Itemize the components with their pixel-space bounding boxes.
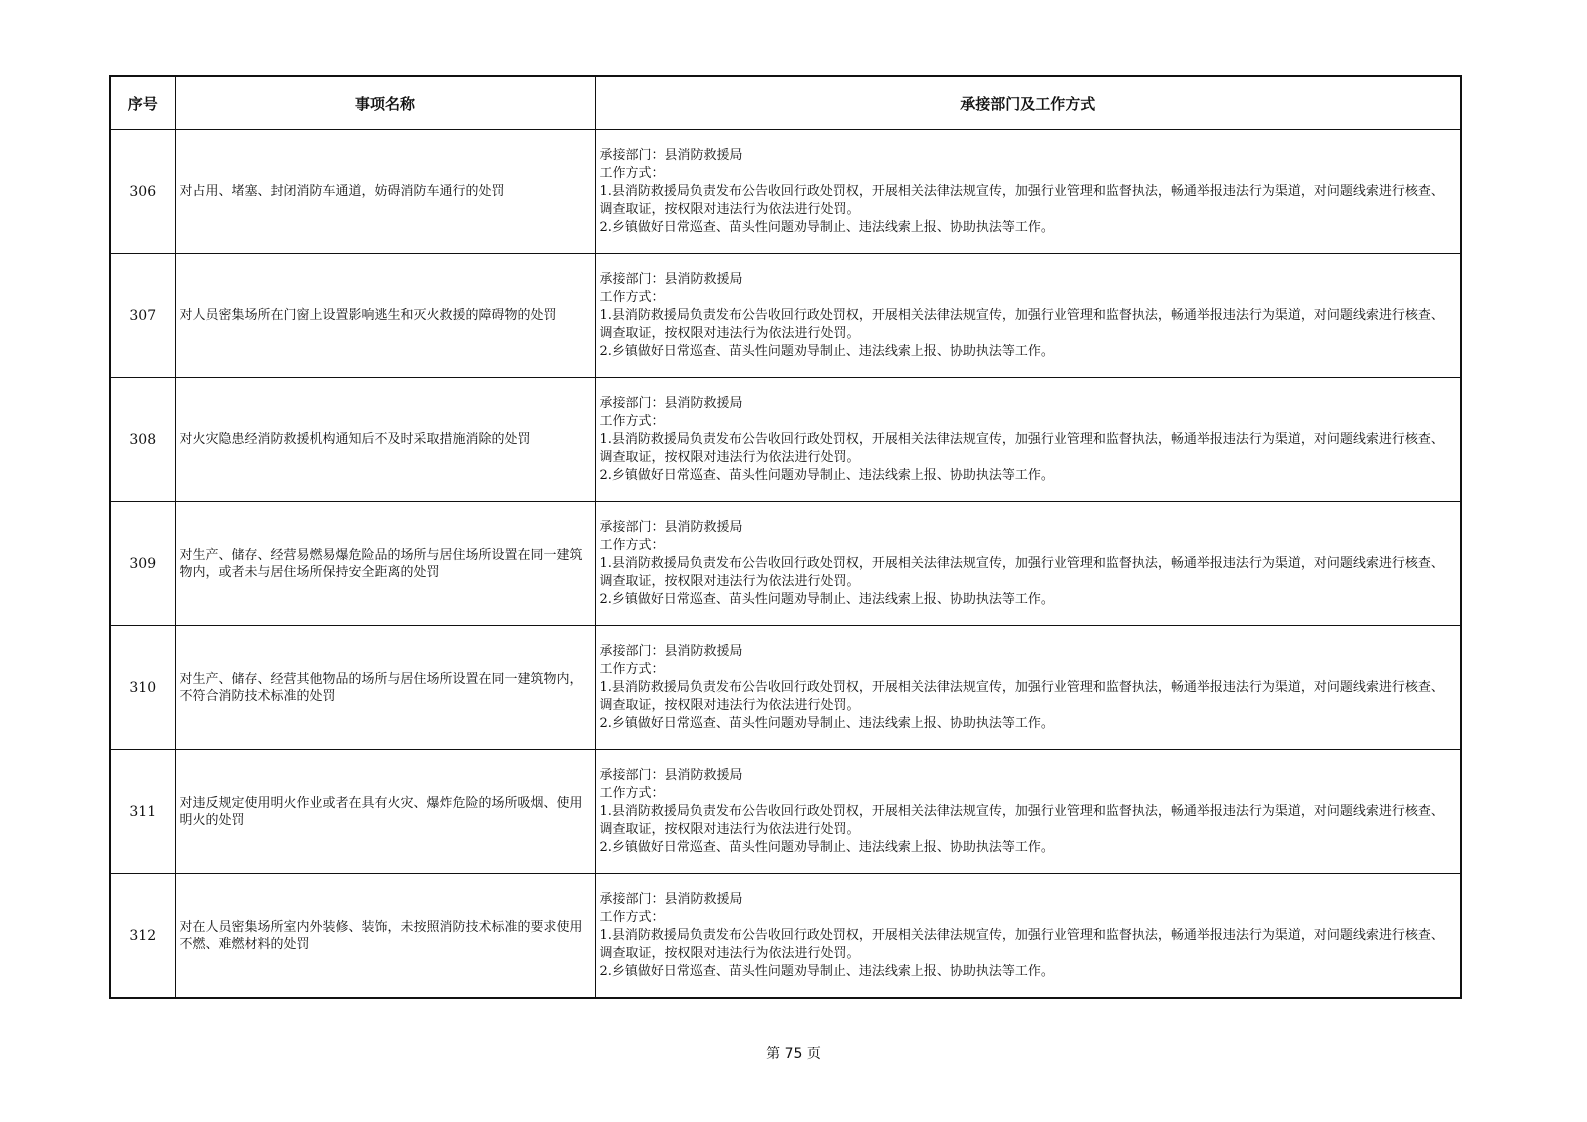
row-dept-method [595, 378, 1461, 502]
row-seq: 307 [110, 254, 175, 378]
method-step-1: 1.县消防救援局负责发布公告收回行政处罚权，开展相关法律法规宣传，加强行业管理和监督执法，畅通举报违法行为渠道，对问题线索进行核查、调查取证，按权限对违法行为依法进行处罚。 [599, 803, 1444, 837]
row-item-name: 对生产、储存、经营其他物品的场所与居住场所设置在同一建筑物内，不符合消防技术标准的处罚 [175, 626, 595, 750]
method-label: 工作方式： [599, 785, 665, 801]
items-table [109, 75, 1462, 999]
method-step-1: 1.县消防救援局负责发布公告收回行政处罚权，开展相关法律法规宣传，加强行业管理和监督执法，畅通举报违法行为渠道，对问题线索进行核查、调查取证，按权限对违法行为依法进行处罚。 [599, 431, 1444, 465]
method-step-2: 2.乡镇做好日常巡查、苗头性问题劝导制止、违法线索上报、协助执法等工作。 [599, 591, 1054, 607]
row-dept-method [595, 254, 1461, 378]
row-dept-method [595, 750, 1461, 874]
method-step-1: 1.县消防救援局负责发布公告收回行政处罚权，开展相关法律法规宣传，加强行业管理和监督执法，畅通举报违法行为渠道，对问题线索进行核查、调查取证，按权限对违法行为依法进行处罚。 [599, 183, 1444, 217]
table-row [110, 502, 1461, 626]
table-row [110, 750, 1461, 874]
row-item-name: 对违反规定使用明火作业或者在具有火灾、爆炸危险的场所吸烟、使用明火的处罚 [175, 750, 595, 874]
dept-line: 承接部门：县消防救援局 [599, 519, 743, 535]
row-dept-method [595, 130, 1461, 254]
row-item-name: 对占用、堵塞、封闭消防车通道，妨碍消防车通行的处罚 [175, 130, 595, 254]
header-seq: 序号 [110, 76, 175, 130]
method-label: 工作方式： [599, 909, 665, 925]
header-dept: 承接部门及工作方式 [595, 76, 1461, 130]
method-step-2: 2.乡镇做好日常巡查、苗头性问题劝导制止、违法线索上报、协助执法等工作。 [599, 963, 1054, 979]
header-row [110, 76, 1461, 130]
row-seq: 311 [110, 750, 175, 874]
row-item-name: 对人员密集场所在门窗上设置影响逃生和灭火救援的障碍物的处罚 [175, 254, 595, 378]
method-step-1: 1.县消防救援局负责发布公告收回行政处罚权，开展相关法律法规宣传，加强行业管理和监督执法，畅通举报违法行为渠道，对问题线索进行核查、调查取证，按权限对违法行为依法进行处罚。 [599, 555, 1444, 589]
dept-line: 承接部门：县消防救援局 [599, 395, 743, 411]
dept-line: 承接部门：县消防救援局 [599, 767, 743, 783]
method-label: 工作方式： [599, 289, 665, 305]
row-item-name: 对在人员密集场所室内外装修、装饰，未按照消防技术标准的要求使用不燃、难燃材料的处罚 [175, 874, 595, 999]
table-row [110, 626, 1461, 750]
table-row [110, 254, 1461, 378]
row-seq: 310 [110, 626, 175, 750]
row-dept-method [595, 874, 1461, 999]
row-seq: 309 [110, 502, 175, 626]
row-dept-method [595, 626, 1461, 750]
method-step-1: 1.县消防救援局负责发布公告收回行政处罚权，开展相关法律法规宣传，加强行业管理和监督执法，畅通举报违法行为渠道，对问题线索进行核查、调查取证，按权限对违法行为依法进行处罚。 [599, 679, 1444, 713]
method-step-2: 2.乡镇做好日常巡查、苗头性问题劝导制止、违法线索上报、协助执法等工作。 [599, 219, 1054, 235]
page-number: 第 75 页 [766, 1046, 821, 1062]
method-step-1: 1.县消防救援局负责发布公告收回行政处罚权，开展相关法律法规宣传，加强行业管理和监督执法，畅通举报违法行为渠道，对问题线索进行核查、调查取证，按权限对违法行为依法进行处罚。 [599, 307, 1444, 341]
row-seq: 308 [110, 378, 175, 502]
row-item-name: 对生产、储存、经营易燃易爆危险品的场所与居住场所设置在同一建筑物内，或者未与居住场所保持安全距离的处罚 [175, 502, 595, 626]
method-step-2: 2.乡镇做好日常巡查、苗头性问题劝导制止、违法线索上报、协助执法等工作。 [599, 343, 1054, 359]
method-step-2: 2.乡镇做好日常巡查、苗头性问题劝导制止、违法线索上报、协助执法等工作。 [599, 715, 1054, 731]
table-row [110, 874, 1461, 999]
table-row [110, 378, 1461, 502]
row-seq: 312 [110, 874, 175, 999]
method-step-2: 2.乡镇做好日常巡查、苗头性问题劝导制止、违法线索上报、协助执法等工作。 [599, 467, 1054, 483]
table-row [110, 130, 1461, 254]
dept-line: 承接部门：县消防救援局 [599, 643, 743, 659]
method-label: 工作方式： [599, 413, 665, 429]
row-item-name: 对火灾隐患经消防救援机构通知后不及时采取措施消除的处罚 [175, 378, 595, 502]
method-step-1: 1.县消防救援局负责发布公告收回行政处罚权，开展相关法律法规宣传，加强行业管理和监督执法，畅通举报违法行为渠道，对问题线索进行核查、调查取证，按权限对违法行为依法进行处罚。 [599, 927, 1444, 961]
dept-line: 承接部门：县消防救援局 [599, 271, 743, 287]
row-dept-method [595, 502, 1461, 626]
method-step-2: 2.乡镇做好日常巡查、苗头性问题劝导制止、违法线索上报、协助执法等工作。 [599, 839, 1054, 855]
method-label: 工作方式： [599, 537, 665, 553]
row-seq: 306 [110, 130, 175, 254]
method-label: 工作方式： [599, 165, 665, 181]
dept-line: 承接部门：县消防救援局 [599, 891, 743, 907]
header-name: 事项名称 [175, 76, 595, 130]
method-label: 工作方式： [599, 661, 665, 677]
dept-line: 承接部门：县消防救援局 [599, 147, 743, 163]
